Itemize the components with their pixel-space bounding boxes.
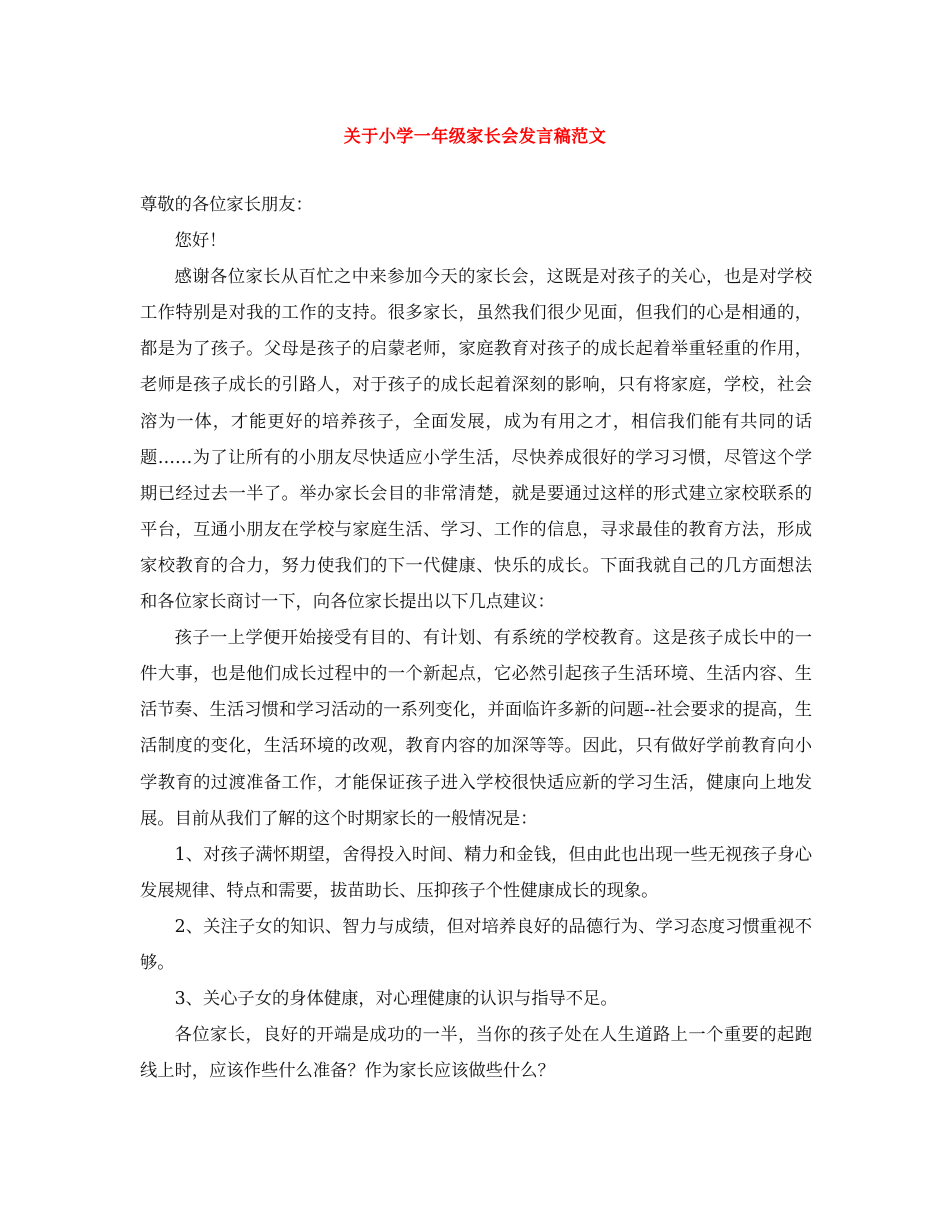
list-item-3: 3、关心子女的身体健康，对心理健康的认识与指导不足。	[174, 989, 618, 1010]
paragraph-closing-question: 各位家长，良好的开端是成功的一半，当你的孩子处在人生道路上一个重要的起跑线上时，应该作些什么准备？作为家长应该做些什么？	[140, 1025, 812, 1082]
list-item-1: 1、对孩子满怀期望，舍得投入时间、精力和金钱，但由此也出现一些无视孩子身心发展规律、特点和需要，拔苗助长、压抑孩子个性健康成长的现象。	[140, 844, 812, 901]
document-body	[140, 187, 812, 1089]
greeting: 您好！	[174, 231, 227, 252]
document-title: 关于小学一年级家长会发言稿范文	[343, 127, 607, 147]
paragraph-intro: 感谢各位家长从百忙之中来参加今天的家长会，这既是对孩子的关心，也是对学校工作特别是对我的工作的支持。很多家长，虽然我们很少见面，但我们的心是相通的，都是为了孩子。父母是孩子的启蒙老师，家庭教育对孩子的成长起着举重轻重的作用，老师是孩子成长的引路人，对于孩子的成长起着深刻的影响，只有将家庭，学校，社会溶为一体，才能更好的培养孩子，全面发展，成为有用之才，相信我们能有共同的话题……为了让所有的小朋友尽快适应小学生活，尽快养成很好的学习习惯，尽管这个学期已经过去一半了。举办家长会目的非常清楚，就是要通过这样的形式建立家校联系的平台，互通小朋友在学校与家庭生活、学习、工作的信息，寻求最佳的教育方法，形成家校教育的合力，努力使我们的下一代健康、快乐的成长。下面我就自己的几方面想法和各位家长商讨一下，向各位家长提出以下几点建议：	[140, 267, 812, 613]
salutation: 尊敬的各位家长朋友：	[140, 195, 313, 215]
paragraph-school-start: 孩子一上学便开始接受有目的、有计划、有系统的学校教育。这是孩子成长中的一件大事，也是他们成长过程中的一个新起点，它必然引起孩子生活环境、生活内容、生活节奏、生活习惯和学习活动的一系列变化，并面临许多新的问题--社会要求的提高，生活制度的变化，生活环境的改观，教育内容的加深等等。因此，只有做好学前教育向小学教育的过渡准备工作，才能保证孩子进入学校很快适应新的学习生活，健康向上地发展。目前从我们了解的这个时期家长的一般情况是：	[140, 628, 812, 829]
list-item-2: 2、关注子女的知识、智力与成绩，但对培养良好的品德行为、学习态度习惯重视不够。	[140, 916, 812, 973]
